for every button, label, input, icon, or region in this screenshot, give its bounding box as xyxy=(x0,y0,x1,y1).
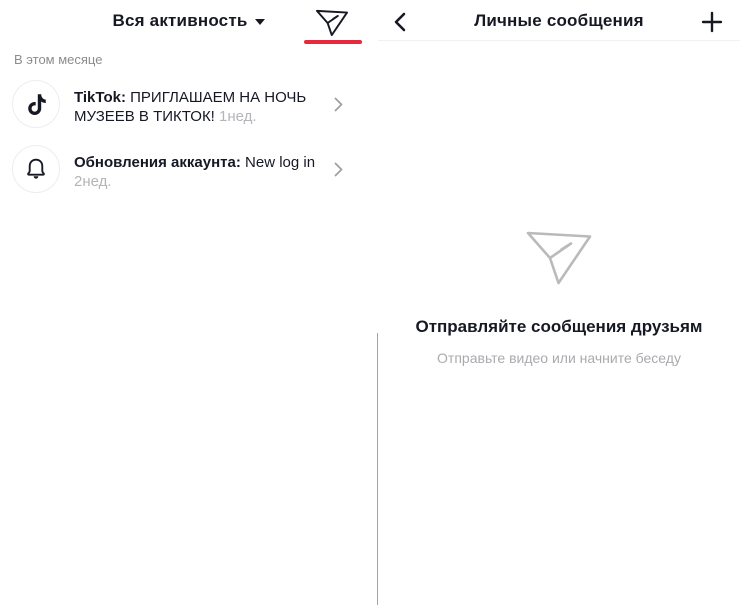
paper-plane-icon xyxy=(316,8,348,38)
messages-title: Личные сообщения xyxy=(474,11,644,30)
notification-message: ПРИГЛАШАЕМ НА НОЧЬ МУЗЕЕВ В ТИКТОК! xyxy=(74,89,307,125)
empty-state-title: Отправляйте сообщения друзьям xyxy=(415,317,703,336)
direct-messages-button[interactable] xyxy=(316,8,350,40)
plus-icon xyxy=(701,11,723,33)
paper-plane-large-icon xyxy=(526,230,592,286)
caret-down-icon xyxy=(255,19,265,25)
notification-message: New log in xyxy=(245,154,316,171)
messages-panel xyxy=(378,0,740,605)
bell-icon xyxy=(22,155,50,183)
chevron-right-icon xyxy=(334,162,343,177)
notification-text xyxy=(74,88,316,126)
messages-header xyxy=(378,0,740,41)
dm-tab-indicator xyxy=(304,40,362,44)
section-label: В этом месяце xyxy=(14,52,103,67)
notification-text xyxy=(74,153,316,191)
notification-row-tiktok[interactable] xyxy=(0,80,377,128)
notification-time: 2нед. xyxy=(74,173,112,190)
chevron-right-icon xyxy=(334,97,343,112)
notification-source: TikTok: xyxy=(74,89,126,106)
new-message-button[interactable] xyxy=(701,11,723,33)
notification-row-account-updates[interactable] xyxy=(0,145,377,193)
empty-state-illustration xyxy=(378,230,740,286)
activity-filter-label: Вся активность xyxy=(112,11,248,30)
notification-time: 1нед. xyxy=(219,108,257,125)
empty-state-subtitle: Отправьте видео или начните беседу xyxy=(437,350,681,366)
notification-source: Обновления аккаунта: xyxy=(74,154,241,171)
avatar xyxy=(12,80,60,128)
tiktok-logo-icon xyxy=(23,91,49,117)
avatar xyxy=(12,145,60,193)
